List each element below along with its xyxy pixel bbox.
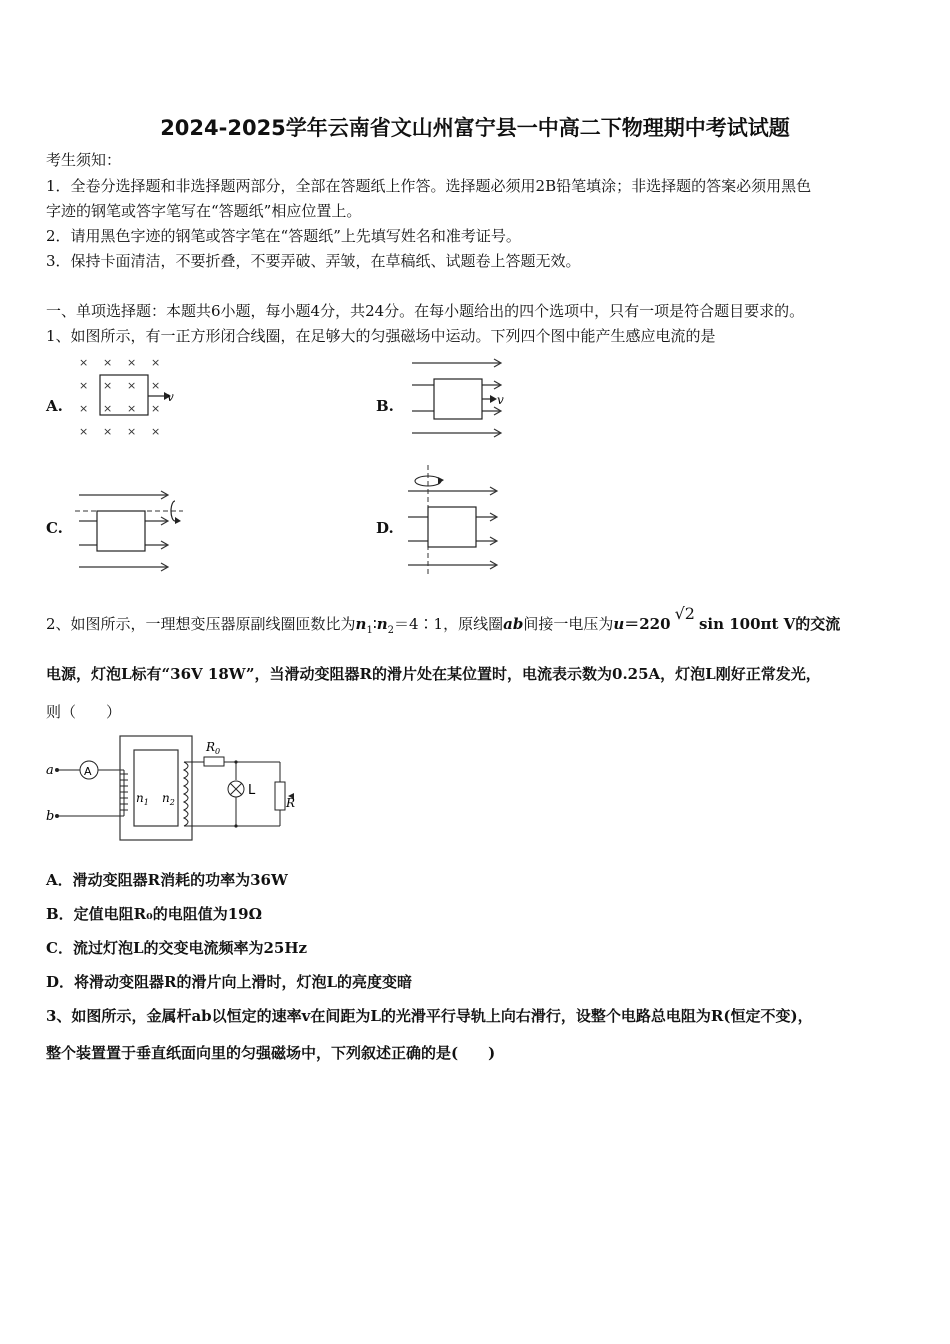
q1-figure-b bbox=[408, 355, 518, 441]
terminal-b-label: b bbox=[46, 809, 55, 824]
cross-mark: × bbox=[151, 356, 161, 369]
cross-mark: × bbox=[127, 379, 137, 392]
rheostat-label: R bbox=[286, 796, 296, 810]
square-coil bbox=[428, 507, 476, 547]
q2-mid-text: 间接一电压为 bbox=[523, 615, 614, 633]
q2-stem-line-2: 电源，灯泡L标有“36V 18W”，当滑动变阻器R的滑片处在某位置时，电流表示数为0.25A，灯泡L刚好正常发光， bbox=[46, 665, 821, 683]
cross-mark: × bbox=[79, 425, 89, 438]
velocity-label: v bbox=[497, 393, 504, 407]
q2-option-b: B．定值电阻R₀的电阻值为19Ω bbox=[46, 905, 262, 923]
cross-mark: × bbox=[127, 356, 137, 369]
sqrt2-symbol: √2 bbox=[674, 604, 695, 623]
cross-mark: × bbox=[79, 402, 89, 415]
notice-item-2: 2．请用黑色字迹的钢笔或答字笔在“答题纸”上先填写姓名和准考证号。 bbox=[46, 227, 521, 245]
q2-stem-line-3: 则（ ） bbox=[46, 703, 122, 721]
cross-mark: × bbox=[151, 425, 161, 438]
q1-figure-d bbox=[404, 465, 514, 577]
ratio-text: ＝4∶1，原线圈 bbox=[394, 615, 504, 633]
sin-expression: sin 100πt V的交流 bbox=[698, 615, 841, 633]
q2-stem-text: 2、如图所示，一理想变压器原副线圈匝数比为 bbox=[46, 615, 356, 633]
q2-option-a: A．滑动变阻器R消耗的功率为36W bbox=[46, 871, 288, 889]
cross-mark: × bbox=[79, 356, 89, 369]
q1-option-d-label: D. bbox=[376, 519, 394, 537]
q1-figure-a bbox=[72, 352, 182, 442]
cross-mark: × bbox=[151, 379, 161, 392]
notice-item-1b: 字迹的钢笔或答字笔写在“答题纸”相应位置上。 bbox=[46, 202, 362, 220]
ratio-colon: ∶ bbox=[372, 615, 377, 633]
n1-symbol: n bbox=[355, 615, 367, 633]
n2-symbol: n bbox=[376, 615, 388, 633]
q2-option-c: C．流过灯泡L的交变电流频率为25Hz bbox=[46, 939, 308, 957]
notice-item-3: 3．保持卡面清洁，不要折叠，不要弄破、弄皱，在草稿纸、试题卷上答题无效。 bbox=[46, 252, 581, 270]
q1-option-c-label: C. bbox=[46, 519, 63, 537]
cross-mark: × bbox=[151, 402, 161, 415]
square-coil bbox=[434, 379, 482, 419]
cross-mark: × bbox=[103, 356, 113, 369]
q1-stem: 1、如图所示，有一正方形闭合线圈，在足够大的匀强磁场中运动。下列四个图中能产生感应电流的是 bbox=[46, 327, 716, 345]
notice-item-1a: 1．全卷分选择题和非选择题两部分，全部在答题纸上作答。选择题必须用2B铅笔填涂；非选择题的答案必须用黑色 bbox=[46, 177, 812, 195]
ab-symbol: ab bbox=[503, 615, 524, 633]
q3-stem-line-1: 3、如图所示，金属杆ab以恒定的速率v在间距为L的光滑平行导轨上向右滑行，设整个电路总电阻为R(恒定不变)， bbox=[46, 1007, 813, 1025]
cross-mark: × bbox=[103, 402, 113, 415]
cross-mark: × bbox=[127, 402, 137, 415]
notice-heading: 考生须知： bbox=[46, 151, 122, 169]
transformer-core bbox=[120, 736, 192, 840]
cross-mark: × bbox=[79, 379, 89, 392]
q2-circuit-diagram bbox=[44, 732, 304, 844]
secondary-coil bbox=[184, 762, 188, 826]
r0-label: $R_0$ bbox=[206, 740, 221, 756]
lamp-label: L bbox=[248, 783, 256, 798]
ammeter-label: A bbox=[84, 765, 92, 778]
section-1-heading: 一、单项选择题：本题共6小题，每小题4分，共24分。在每小题给出的四个选项中，只有一项是符合题目要求的。 bbox=[46, 302, 805, 320]
page-title: 2024-2025学年云南省文山州富宁县一中高二下物理期中考试试题 bbox=[160, 116, 790, 140]
q1-option-b-label: B. bbox=[376, 397, 394, 415]
n2-subscript: 2 bbox=[387, 625, 395, 636]
terminal-a-label: a bbox=[46, 763, 54, 778]
square-coil bbox=[97, 511, 145, 551]
cross-mark: × bbox=[103, 425, 113, 438]
primary-coil bbox=[120, 770, 128, 816]
rheostat-r bbox=[275, 782, 285, 810]
n2-label: $n_2$ bbox=[162, 791, 175, 807]
q1-figure-c bbox=[75, 487, 190, 577]
n1-label: $n_1$ bbox=[136, 791, 149, 807]
n1-subscript: 1 bbox=[366, 625, 373, 636]
u-value: ＝220 bbox=[624, 615, 671, 633]
q1-option-a-label: A. bbox=[46, 397, 63, 415]
q2-option-d: D．将滑动变阻器R的滑片向上滑时，灯泡L的亮度变暗 bbox=[46, 973, 413, 991]
u-symbol: u bbox=[613, 615, 625, 633]
cross-mark: × bbox=[103, 379, 113, 392]
q2-stem-line-1 bbox=[46, 604, 841, 641]
resistor-r0 bbox=[204, 757, 224, 766]
cross-mark: × bbox=[127, 425, 137, 438]
velocity-label: v bbox=[167, 390, 174, 404]
q3-stem-line-2: 整个装置置于垂直纸面向里的匀强磁场中，下列叙述正确的是( ) bbox=[46, 1044, 496, 1062]
